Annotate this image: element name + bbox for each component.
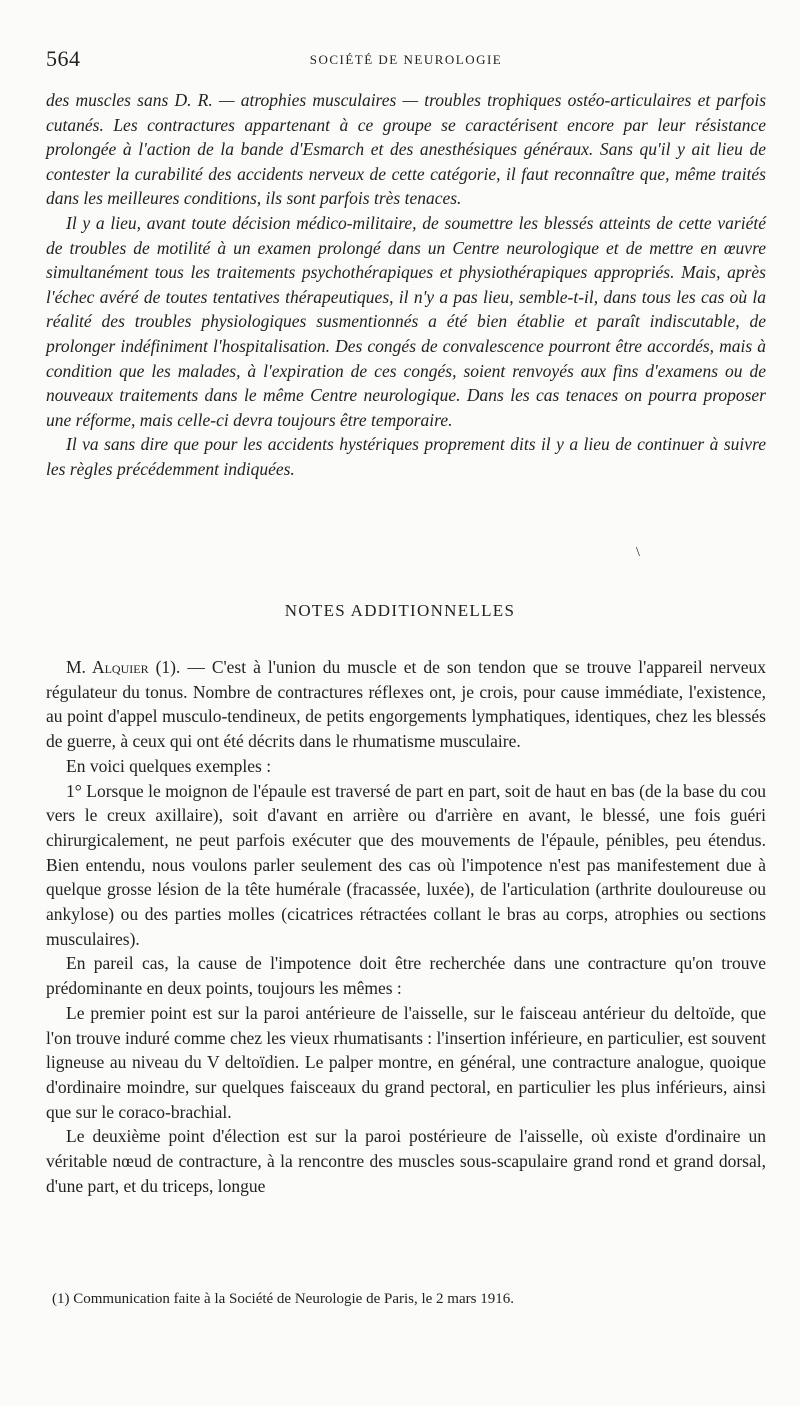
paragraph-impotence-cause: En pareil cas, la cause de l'impotence doit être recherchée dans une contracture qu'on trouve prédominante en deux points, toujours les mêmes : xyxy=(46,953,766,999)
paragraph-alquier xyxy=(46,655,766,754)
paragraph-continuation: des muscles sans D. R. — atrophies musculaires — troubles trophiques ostéo-articulaires et parfois cutanés. Les contractures appartenant à ce groupe se caractérisent encore par leur résistance prolongée à l'action de la bande d'Esmarch et des anesthésiques généraux. Sans qu'il y ait lieu de contester la curabilité des accidents nerveux de cette catégorie, il faut reconnaître que, même traités dans les meilleures conditions, ils sont parfois très tenaces. xyxy=(46,90,766,209)
author-name: M. Alquier xyxy=(66,657,149,677)
page-header xyxy=(46,46,766,76)
paragraph-examples-intro: En voici quelques exemples : xyxy=(66,755,272,776)
paragraph-recommendation: Il y a lieu, avant toute décision médico-militaire, de soumettre les blessés atteints de cette variété de troubles de motilité à un examen prolongé dans un Centre neurologique et de mettre en œuvre simultanément tous les traitements psychothérapiques et physiothérapiques appropriés. Mais, après l'échec avéré de toutes tentatives thérapeutiques, il n'y a pas lieu, semble-t-il, dans tous les cas où la réalité des troubles physiologiques susmentionnés a été bien établie et paraît indiscutable, de prolonger indéfiniment l'hospitalisation. Des congés de convalescence pourront être accordés, mais à condition que les malades, à l'expiration de ces congés, soient renvoyés aux fins d'examens ou de nouveaux traitements dans le même Centre neurologique. Dans les cas tenaces on pourra proposer une réforme, mais celle-ci devra toujours être temporaire. xyxy=(46,212,766,430)
footnote: (1) Communication faite à la Société de Neurologie de Paris, le 2 mars 1916. xyxy=(52,1291,514,1307)
section-title: NOTES ADDITIONNELLES xyxy=(284,601,516,620)
author-note-ref: (1). — xyxy=(148,657,212,677)
paragraph-shoulder-case: 1° Lorsque le moignon de l'épaule est traversé de part en part, soit de haut en bas (de la base du cou vers le creux axillaire), soit d'avant en arrière ou d'arrière en avant, le blessé, une fois guéri chirurgicalement, ne peut parfois exécuter que des mouvements de l'épaule, pénibles, peu étendus. Bien entendu, nous voulons parler seulement des cas où l'impotence n'est pas manifestement due à quelque grosse lésion de la tête humérale (fracassée, luxée), de l'articulation (arthrite douloureuse ou ankylose) ou des parties molles (cicatrices rétractées collant le bras au corps, atrophies ou sections musculaires). xyxy=(46,780,766,949)
paragraph-alquier-text: C'est à l'union du muscle et de son tendon que se trouve l'appareil nerveux régulateur du tonus. Nombre de contractures réflexes ont, je crois, pour cause immédiate, l'existence, au point d'appel musculo-tendineux, de petits engorgements lymphatiques, identiques, chez les blessés de guerre, à ceux qui ont été décrits dans le rhumatisme musculaire. xyxy=(46,657,767,752)
upper-text-block xyxy=(46,88,766,482)
page-number: 564 xyxy=(46,46,81,71)
running-head: SOCIÉTÉ DE NEUROLOGIE xyxy=(309,52,503,67)
paragraph-hysterical-accidents: Il va sans dire que pour les accidents hystériques proprement dits il y a lieu de continuer à suivre les règles précédemment indiquées. xyxy=(46,434,766,479)
stray-mark: \ xyxy=(636,545,640,560)
paragraph-second-point: Le deuxième point d'élection est sur la paroi postérieure de l'aisselle, où existe d'ordinaire un véritable nœud de contracture, à la rencontre des muscles sous-scapulaire grand rond et grand dorsal, d'une part, et du triceps, longue xyxy=(46,1126,766,1196)
paragraph-first-point: Le premier point est sur la paroi antérieure de l'aisselle, sur le faisceau antérieur du deltoïde, que l'on trouve induré comme chez les vieux rhumatisants : l'insertion inférieure, en particulier, est souvent ligneuse au niveau du V deltoïdien. Le palper montre, en général, une contracture analogue, quoique d'ordinaire moindre, sur quelques faisceaux du grand pectoral, en particulier les plus inférieurs, ainsi que sur le coraco-brachial. xyxy=(46,1002,766,1122)
notes-text-block xyxy=(46,655,766,1198)
